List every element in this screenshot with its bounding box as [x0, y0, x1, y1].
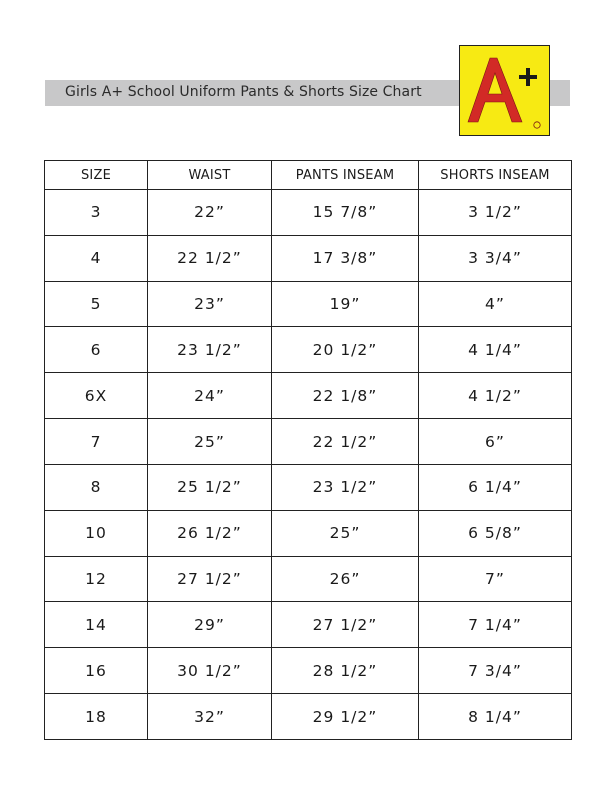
table-row [45, 327, 572, 373]
table-row [45, 419, 572, 465]
cell-size: 16 [45, 648, 148, 694]
cell-pants-inseam: 29 1/2” [272, 694, 419, 740]
cell-size: 18 [45, 694, 148, 740]
cell-waist: 23 1/2” [148, 327, 272, 373]
cell-size: 6 [45, 327, 148, 373]
cell-waist: 24” [148, 373, 272, 419]
cell-size: 7 [45, 419, 148, 465]
cell-pants-inseam: 27 1/2” [272, 602, 419, 648]
cell-pants-inseam: 22 1/8” [272, 373, 419, 419]
column-header-waist: WAIST [148, 161, 272, 190]
cell-size: 14 [45, 602, 148, 648]
cell-waist: 23” [148, 281, 272, 327]
cell-pants-inseam: 23 1/2” [272, 464, 419, 510]
cell-pants-inseam: 20 1/2” [272, 327, 419, 373]
table-row [45, 602, 572, 648]
column-header-pants-inseam: PANTS INSEAM [272, 161, 419, 190]
cell-pants-inseam: 22 1/2” [272, 419, 419, 465]
cell-shorts-inseam: 3 1/2” [419, 190, 572, 236]
cell-size: 10 [45, 510, 148, 556]
cell-pants-inseam: 19” [272, 281, 419, 327]
table-row [45, 464, 572, 510]
cell-size: 3 [45, 190, 148, 236]
cell-size: 5 [45, 281, 148, 327]
cell-shorts-inseam: 4” [419, 281, 572, 327]
cell-waist: 22 1/2” [148, 235, 272, 281]
cell-waist: 26 1/2” [148, 510, 272, 556]
cell-size: 4 [45, 235, 148, 281]
table-row [45, 281, 572, 327]
cell-pants-inseam: 17 3/8” [272, 235, 419, 281]
cell-shorts-inseam: 6 1/4” [419, 464, 572, 510]
cell-shorts-inseam: 7 1/4” [419, 602, 572, 648]
cell-pants-inseam: 15 7/8” [272, 190, 419, 236]
table-row [45, 556, 572, 602]
cell-waist: 22” [148, 190, 272, 236]
cell-shorts-inseam: 3 3/4” [419, 235, 572, 281]
cell-waist: 32” [148, 694, 272, 740]
table-row [45, 510, 572, 556]
cell-shorts-inseam: 7” [419, 556, 572, 602]
page-title: Girls A+ School Uniform Pants & Shorts Size Chart [65, 84, 422, 100]
cell-waist: 25” [148, 419, 272, 465]
cell-shorts-inseam: 7 3/4” [419, 648, 572, 694]
size-chart-table [44, 160, 572, 740]
cell-size: 6X [45, 373, 148, 419]
cell-shorts-inseam: 4 1/4” [419, 327, 572, 373]
column-header-shorts-inseam: SHORTS INSEAM [419, 161, 572, 190]
cell-pants-inseam: 25” [272, 510, 419, 556]
cell-shorts-inseam: 6” [419, 419, 572, 465]
cell-shorts-inseam: 4 1/2” [419, 373, 572, 419]
table-row [45, 190, 572, 236]
table-row [45, 694, 572, 740]
cell-waist: 25 1/2” [148, 464, 272, 510]
table-row [45, 648, 572, 694]
cell-pants-inseam: 28 1/2” [272, 648, 419, 694]
cell-waist: 30 1/2” [148, 648, 272, 694]
cell-waist: 27 1/2” [148, 556, 272, 602]
cell-shorts-inseam: 8 1/4” [419, 694, 572, 740]
column-header-size: SIZE [45, 161, 148, 190]
cell-shorts-inseam: 6 5/8” [419, 510, 572, 556]
cell-size: 12 [45, 556, 148, 602]
table-header-row [45, 161, 572, 190]
table-row [45, 373, 572, 419]
table-row [45, 235, 572, 281]
a-plus-logo [459, 45, 550, 136]
cell-waist: 29” [148, 602, 272, 648]
cell-pants-inseam: 26” [272, 556, 419, 602]
cell-size: 8 [45, 464, 148, 510]
